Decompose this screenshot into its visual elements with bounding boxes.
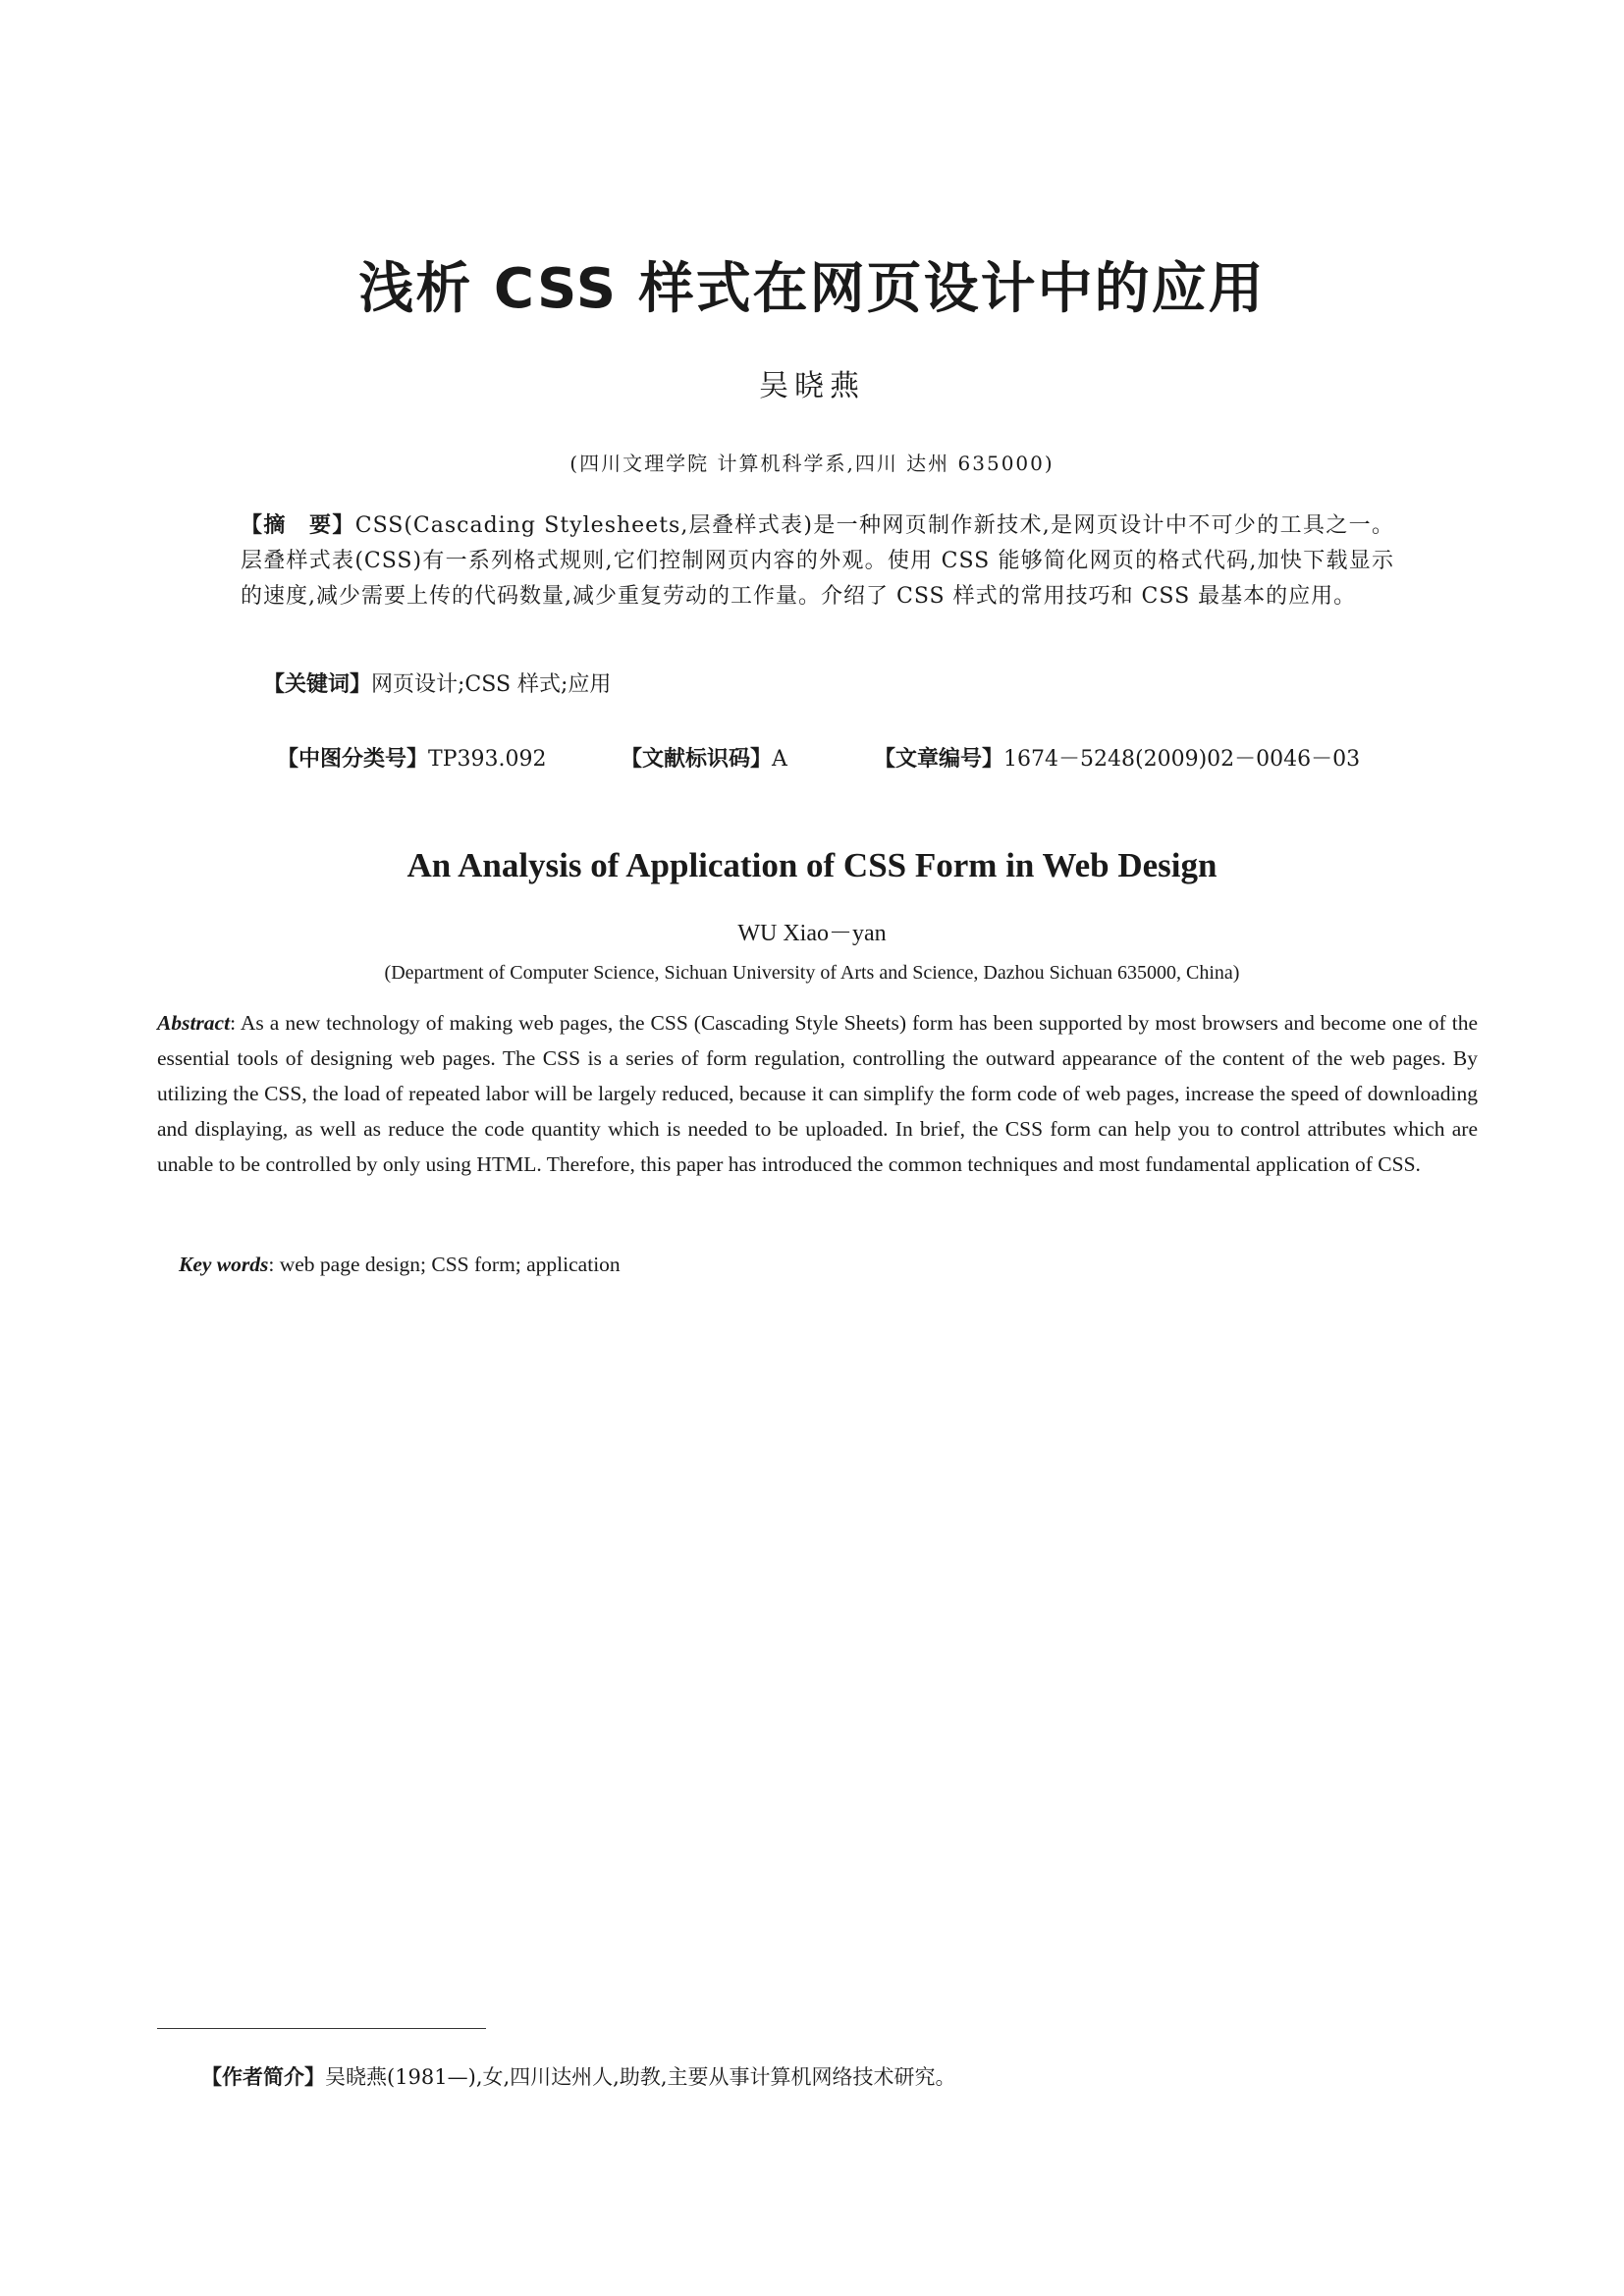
abstract-en-separator: :	[230, 1011, 241, 1035]
keywords-en-text: web page design; CSS form; application	[279, 1253, 621, 1276]
document-code	[621, 742, 787, 773]
author-bio-label: 【作者简介】	[201, 2065, 325, 2089]
author-name-cn: 吴晓燕	[759, 369, 865, 403]
keywords-cn-text: 网页设计;CSS 样式;应用	[371, 672, 612, 697]
paper-title-en: An Analysis of Application of CSS Form in Web Design	[406, 846, 1218, 884]
article-number-value: 1674－5248(2009)02－0046－03	[1003, 747, 1361, 772]
doc-code-value: A	[772, 747, 787, 772]
keywords-cn	[263, 667, 611, 698]
abstract-en-label: Abstract	[157, 1011, 231, 1035]
abstract-en	[157, 1005, 1478, 1182]
keywords-en	[179, 1253, 621, 1277]
clc-value: TP393.092	[428, 747, 547, 772]
article-number-label: 【文章编号】	[874, 747, 1004, 772]
affiliation-en: (Department of Computer Science, Sichuan University of Arts and Science, Dazhou Sichuan 635000, China)	[384, 962, 1240, 984]
abstract-cn-text: CSS(Cascading Stylesheets,层叠样式表)是一种网页制作新技术,是网页设计中不可少的工具之一。层叠样式表(CSS)有一系列格式规则,它们控制网页内容的外观。使用 CSS 能够简化网页的格式代码,加快下载显示的速度,减少需要上传的代码数量,减少重复劳动的工作量。介绍了 CSS 样式的常用技巧和 CSS 最基本的应用。	[241, 513, 1394, 609]
abstract-cn-label: 【摘 要】	[241, 513, 355, 538]
keywords-cn-label: 【关键词】	[263, 672, 372, 697]
keywords-en-separator: :	[268, 1253, 280, 1276]
abstract-en-text: As a new technology of making web pages, the CSS (Cascading Style Sheets) form has been supported by most browsers and become one of the essential tools of designing web pages. The CSS is a series of form regulation, controlling the outward appearance of the content of the web pages. By utilizing the CSS, the load of repeated labor will be largely reduced, because it can simplify the form code of web pages, increase the speed of downloading and displaying, as well as reduce the code quantity which is needed to be uploaded. In brief, the CSS form can help you to control attributes which are unable to be controlled by only using HTML. Therefore, this paper has introduced the common techniques and most fundamental application of CSS.	[157, 1011, 1478, 1176]
clc-label: 【中图分类号】	[277, 747, 429, 772]
keywords-en-label: Key words	[179, 1253, 269, 1276]
footnote-divider	[157, 2028, 486, 2029]
clc-number	[277, 742, 546, 773]
article-number	[874, 742, 1360, 773]
author-bio-footnote	[201, 2061, 956, 2091]
abstract-cn	[241, 508, 1394, 614]
affiliation-cn: (四川文理学院 计算机科学系,四川 达州 635000)	[569, 452, 1055, 475]
author-name-en: WU Xiao－yan	[737, 921, 887, 946]
doc-code-label: 【文献标识码】	[621, 747, 773, 772]
paper-title-cn: 浅析 CSS 样式在网页设计中的应用	[358, 257, 1266, 321]
author-bio-text: 吴晓燕(1981—),女,四川达州人,助教,主要从事计算机网络技术研究。	[325, 2065, 956, 2089]
